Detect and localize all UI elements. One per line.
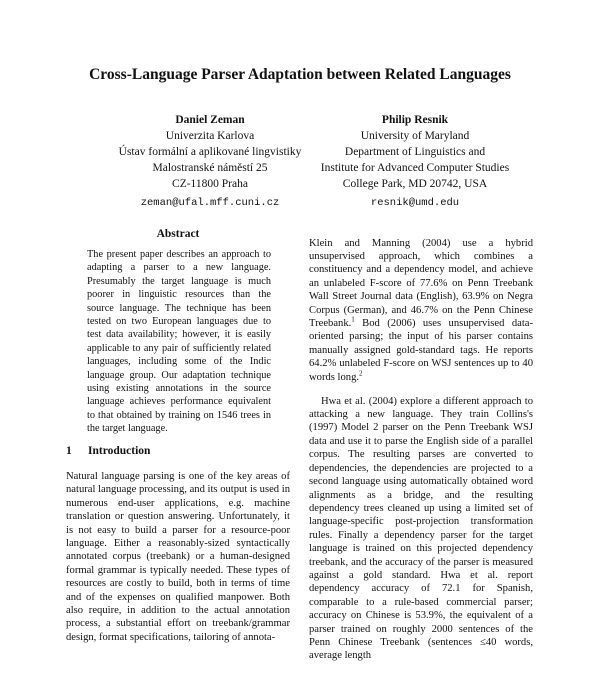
paper-title: Cross-Language Parser Adaptation between Related Languages (89, 66, 511, 83)
author-block-1 (95, 112, 325, 211)
author-email: zeman@ufal.mff.cuni.cz (140, 197, 280, 209)
abstract-text: The present paper describes an approach to adapting a parser to a new language. Presumably the target language is much poorer in linguistic resources than the source language. The technique has been tested on two European languages due to test data availability; however, it is easily applicable to any pair of sufficiently related languages, including some of the Indic language group. Our adaptation technique using existing annotations in the source language achieves performance equivalent to that obtained by training on 1546 trees in the target language. (87, 249, 271, 435)
author-block-2 (300, 112, 530, 211)
introduction-text: Natural language parsing is one of the key areas of natural language processing, and its output is used in numerous end-user applications, e.g. machine translation or question answering. Unfortunately, it is not easy to build a parser for a resource-poor language. Either a reasonably-sized syntactically annotated corpus (treebank) or a human-designed formal grammar is typically needed. These types of resources are costly to build, both in terms of time and of the expenses on qualified manpower. Both also require, in addition to the actual annotation process, a substantial effort on treebank/grammar design, format specifications, tailoring of annota- (66, 471, 290, 643)
author-affiliation-line: College Park, MD 20742, USA (342, 178, 488, 190)
author-affiliation-line: Univerzita Karlova (165, 130, 255, 142)
footnote-marker: 1 (351, 315, 355, 324)
abstract-heading: Abstract (156, 228, 200, 240)
paragraph-text: Klein and Manning (2004) use a hybrid unsupervised approach, which combines a constituency and a dependency model, and achieve an unlabeled F-score of 77.6% on Penn Treebank Wall Street Journal data (English), 63.9% on Negra Corpus (German), and 46.7% on the Penn Chinese Treebank. (309, 237, 533, 330)
author-affiliation-line: University of Maryland (360, 130, 470, 142)
related-work-paragraph-2: Hwa et al. (2004) explore a different approach to attacking a new language. They train Collins's (1997) Model 2 parser on the Penn Treebank WSJ data and use it to parse the English side of a parallel corpus. The resulting parses are converted to dependencies, the dependencies are projected to a second language using automatically obtained word alignments as a bridge, and the resulting dependency trees cleaned up using a limited set of language-specific post-projection transformation rules. Finally a dependency parser for the target language is trained on this projected dependency treebank, and the accuracy of the parser is measured against a gold standard. Hwa et al. report dependency accuracy of 72.1 for Spanish, comparable to a rule-based commercial parser; accuracy on Chinese is 53.9%, the equivalent of a parser trained on roughly 2000 sentences of the Penn Chinese Treebank (sentences ≤40 words, average length (309, 395, 533, 662)
right-column (309, 226, 533, 673)
footnote-marker: 2 (359, 369, 363, 378)
author-affiliation-line: Ústav formální a aplikované lingvistiky (118, 146, 302, 158)
section-title: Introduction (88, 445, 151, 457)
author-affiliation-line: Department of Linguistics and (344, 146, 486, 158)
paragraph-text: Bod (2006) uses unsupervised data-oriented parsing; the input of his parser contains manually assigned gold-standard tags. He reports 64.2% unlabeled F-score on WSJ sentences up to 40 words long. (309, 318, 533, 383)
section-heading (66, 445, 150, 457)
author-affiliation-line: Institute for Advanced Computer Studies (320, 162, 510, 174)
related-work-paragraph-1 (309, 237, 533, 384)
author-affiliation-line: Malostranské náměstí 25 (152, 162, 268, 174)
author-affiliation-line: CZ-11800 Praha (172, 178, 248, 190)
author-name: Daniel Zeman (175, 114, 245, 126)
section-number: 1 (66, 445, 72, 457)
author-email: resnik@umd.edu (370, 197, 460, 209)
author-name: Philip Resnik (381, 114, 449, 126)
